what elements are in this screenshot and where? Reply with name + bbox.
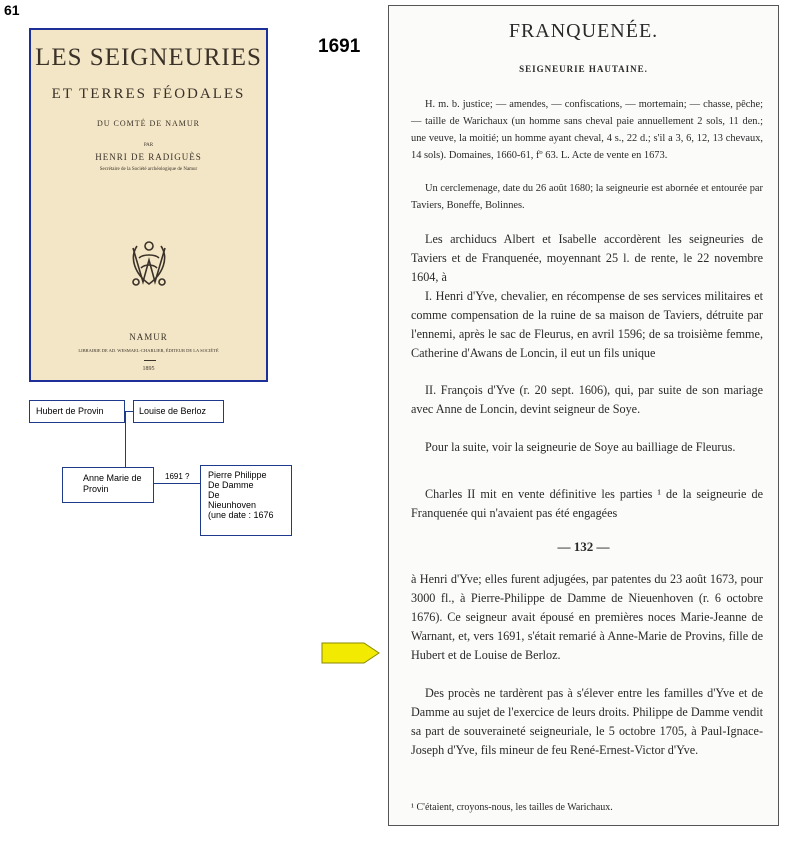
spouse-name-4: Nieunhoven [208, 500, 257, 510]
doc-subtitle: SEIGNEURIE HAUTAINE. [519, 64, 648, 74]
arrow-shape [322, 643, 379, 663]
cover-city: NAMUR [129, 332, 168, 342]
descent-line [125, 412, 126, 467]
doc-title: FRANQUENÉE. [508, 20, 659, 42]
spouse-name-2: De Damme [208, 480, 254, 490]
spouse-box [200, 465, 292, 536]
mother-box [133, 400, 224, 423]
cover-title-1: LES SEIGNEURIES [35, 44, 262, 71]
cover-title-2: ET TERRES FÉODALES [51, 86, 246, 102]
cover-author-role: Secrétaire de la Société archéologique de Namur [99, 167, 198, 172]
page-number: 61 [4, 2, 20, 18]
daughter-name-1: Anne Marie de [83, 473, 142, 483]
spouse-name-1: Pierre Philippe [208, 470, 267, 480]
paragraph-3: Les archiducs Albert et Isabelle accordèrent les seigneuries de Taviers et de Franquenée, moyennant 25 l. de rente, le 22 novembre 1604, à [411, 232, 763, 284]
doc-page-number: — 132 — [557, 539, 610, 554]
marriage-label: 1691 ? [165, 472, 190, 481]
paragraph-9: Des procès ne tardèrent pas à s'élever entre les familles d'Yve et de Damme au sujet de l'exercice de leurs droits. Philippe de Damme vendit sa part de souveraineté seigneuriale, le 5 octobre 1705, à Paul-Ignace-Joseph d'Yve, fils mineur de feu René-Ernest-Victor d'Yve. [411, 686, 763, 757]
cover-publisher: LIBRAIRIE DE AD. WESMAEL-CHARLIER, ÉDITEUR DE LA SOCIÉTÉ [78, 348, 219, 353]
father-name: Hubert de Provin [36, 406, 104, 416]
paragraph-1: H. m. b. justice; — amendes, — confiscations, — mortemain; — chasse, pêche; — taille de Warichaux (un homme sans cheval paie annuellement 2 sols, 11 den.; une veuve, la moitié; un homme ayant cheval, 4 s., 22 d.; s'il a 3, 6, 12, 13 chevaux, 14 sols). Domaines, 1660-61, fº 63. L. Acte de vente en 1673. [411, 99, 763, 161]
year-label: 1691 [318, 36, 361, 57]
marriage-connector [154, 483, 200, 484]
cover-year: 1895 [142, 366, 155, 372]
cover-title-3: DU COMTÉ DE NAMUR [97, 119, 200, 128]
daughter-box [62, 467, 154, 503]
footnote: ¹ C'étaient, croyons-nous, les tailles de Warichaux. [411, 802, 613, 813]
spouse-name-5: (une date : 1676 [208, 510, 274, 520]
book-cover [29, 28, 268, 382]
monogram-icon [127, 238, 171, 292]
paragraph-4: I. Henri d'Yve, chevalier, en récompense de ses services militaires et comme compensation de la ruine de sa maison de Taviers, détruite par l'ennemi, après le sac de Fleurus, en avril 1596; de sa troisième femme, Catherine d'Awans de Loncin, il eut un fils unique [411, 289, 763, 360]
paragraph-5: II. François d'Yve (r. 20 sept. 1606), qui, par suite de son mariage avec Anne de Loncin, devint seigneur de Soye. [411, 383, 763, 416]
parents-connector [125, 411, 133, 412]
pointer-arrow-icon [321, 641, 381, 665]
paragraph-2: Un cerclemenage, date du 26 août 1680; la seigneurie est abornée et entourée par Taviers, Boneffe, Bolinnes. [411, 183, 763, 211]
spouse-name-3: De [208, 490, 220, 500]
document-page [388, 5, 779, 826]
mother-name: Louise de Berloz [139, 406, 207, 416]
paragraph-7: Charles II mit en vente définitive les parties ¹ de la seigneurie de Franquenée qui n'avaient pas été engagées [411, 487, 763, 520]
cover-author: HENRI DE RADIGUÈS [95, 152, 202, 162]
paragraph-8: à Henri d'Yve; elles furent adjugées, par patentes du 23 août 1673, pour 3000 fl., à Pierre-Philippe de Damme de Nieuenhoven (r. 6 octobre 1676). Ce seigneur avait épousé en premières noces Marie-Jeanne de Warnant, et, vers 1691, s'était remarié à Anne-Marie de Provins, fille de Hubert et de Louise de Berloz. [411, 572, 763, 662]
paragraph-6: Pour la suite, voir la seigneurie de Soye au bailliage de Fleurus. [425, 440, 736, 454]
cover-divider [144, 360, 156, 361]
father-box [29, 400, 125, 423]
daughter-name-2: Provin [83, 484, 109, 494]
cover-par: PAR [143, 143, 154, 148]
